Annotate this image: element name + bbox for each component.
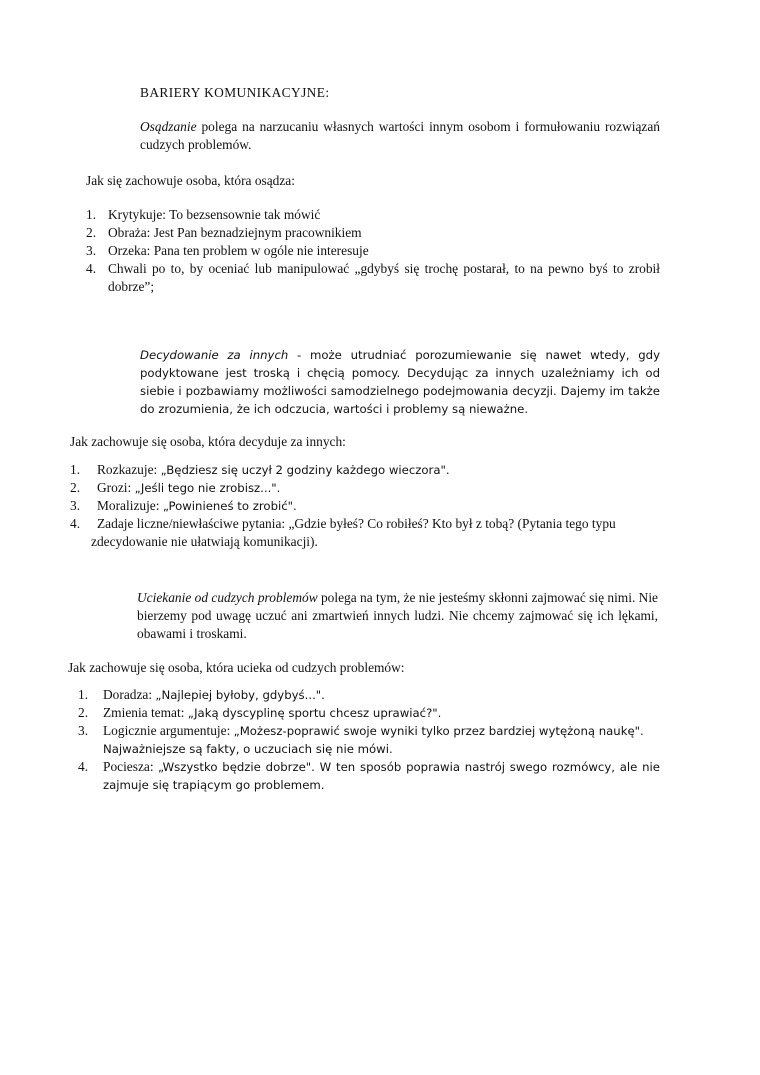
document-title: BARIERY KOMUNIKACYJNE: xyxy=(140,85,330,100)
decydowanie-heading: Jak zachowuje się osoba, która decyduje za innych: xyxy=(70,434,346,449)
list-item xyxy=(86,224,660,242)
list-item xyxy=(86,206,660,224)
list-item xyxy=(78,686,660,704)
list-label: Grozi: xyxy=(97,480,135,495)
list-quote: „Wszystko będzie dobrze". W ten sposób poprawia nastrój swego rozmówcy, ale nie zajmuje się trapiącym go problemem. xyxy=(103,760,660,792)
list-label: Rozkazuje: xyxy=(97,462,161,477)
list-item xyxy=(78,758,660,794)
list-item xyxy=(86,260,660,296)
list-text: Orzeka: Pana ten problem w ogóle nie interesuje xyxy=(108,243,369,258)
uciekanie-term: Uciekanie od cudzych problemów xyxy=(137,590,318,605)
list-number: 2. xyxy=(86,225,97,240)
list-number: 3. xyxy=(78,723,89,738)
decydowanie-list xyxy=(70,461,660,551)
list-item xyxy=(86,242,660,260)
uciekanie-heading: Jak zachowuje się osoba, która ucieka od cudzych problemów: xyxy=(68,660,405,675)
list-number: 2. xyxy=(78,705,89,720)
list-item xyxy=(70,515,660,551)
list-item xyxy=(78,704,660,722)
osadzanie-list xyxy=(86,206,660,296)
osadzanie-heading: Jak się zachowuje osoba, która osądza: xyxy=(86,173,295,188)
list-item xyxy=(78,722,660,758)
list-number: 4. xyxy=(78,759,89,774)
list-label: Moralizuje: xyxy=(97,498,163,513)
list-number: 1. xyxy=(78,687,89,702)
list-label: Zadaje liczne/niewłaściwe pytania: xyxy=(97,516,289,531)
list-continuation: Najważniejsze są fakty, o uczuciach się nie mówi. xyxy=(103,742,393,756)
list-continuation: zdecydowanie nie ułatwiają komunikacji). xyxy=(91,534,318,549)
list-quote: „Będziesz się uczył 2 godziny każdego wieczora". xyxy=(160,463,450,477)
list-quote: „Możesz-poprawić swoje wyniki tylko przez bardziej wytężoną naukę". xyxy=(233,724,644,738)
list-number: 1. xyxy=(70,462,81,477)
list-quote: „Jaką dyscyplinę sportu chcesz uprawiać?". xyxy=(187,706,442,720)
decydowanie-paragraph xyxy=(140,346,660,418)
decydowanie-definition: - może utrudniać porozumiewanie się nawet wtedy, gdy podyktowane jest troską i chęcią pomocy. Decydując za innych uzależniamy ich od siebie i pozbawiamy możliwości samodzielnego podejmowania decyzji. Dajemy im także do zrozumienia, że ich odczucia, wartości i problemy są nieważne. xyxy=(140,348,660,416)
list-text: Krytykuje: To bezsensownie tak mówić xyxy=(108,207,321,222)
osadzanie-definition: polega na narzucaniu własnych wartości innym osobom i formułowaniu rozwiązań cudzych problemów. xyxy=(140,119,660,152)
list-label: Zmienia temat: xyxy=(103,705,188,720)
list-label: Pociesza: xyxy=(103,759,158,774)
uciekanie-definition: polega na tym, że nie jesteśmy skłonni zajmować się nimi. Nie bierzemy pod uwagę uczuć ani zmartwień innych ludzi. Nie chcemy zajmować się ich lękami, obawami i troskami. xyxy=(137,590,658,641)
uciekanie-list xyxy=(78,686,660,794)
list-number: 3. xyxy=(86,243,97,258)
list-label: Doradza: xyxy=(103,687,156,702)
list-item xyxy=(70,479,660,497)
osadzanie-term: Osądzanie xyxy=(140,119,197,134)
list-number: 4. xyxy=(86,261,97,276)
list-quote: „Jeśli tego nie zrobisz...". xyxy=(134,481,281,495)
osadzanie-paragraph xyxy=(140,118,660,154)
list-quote: „Powinieneś to zrobić". xyxy=(162,499,297,513)
list-number: 2. xyxy=(70,480,81,495)
list-number: 3. xyxy=(70,498,81,513)
list-number: 1. xyxy=(86,207,97,222)
list-text: Obraża: Jest Pan beznadziejnym pracownikiem xyxy=(108,225,362,240)
list-item xyxy=(70,461,660,479)
list-text: Chwali po to, by oceniać lub manipulować „gdybyś się trochę postarał, to na pewno byś to zrobił dobrze”; xyxy=(108,261,660,294)
list-label: Logicznie argumentuje: xyxy=(103,723,234,738)
list-quote: „Gdzie byłeś? Co robiłeś? Kto był z tobą? (Pytania tego typu xyxy=(288,516,616,531)
decydowanie-term: Decydowanie za innych xyxy=(140,348,289,362)
list-quote: „Najlepiej byłoby, gdybyś...". xyxy=(155,688,325,702)
list-number: 4. xyxy=(70,516,81,531)
uciekanie-paragraph xyxy=(137,589,658,643)
list-item xyxy=(70,497,660,515)
